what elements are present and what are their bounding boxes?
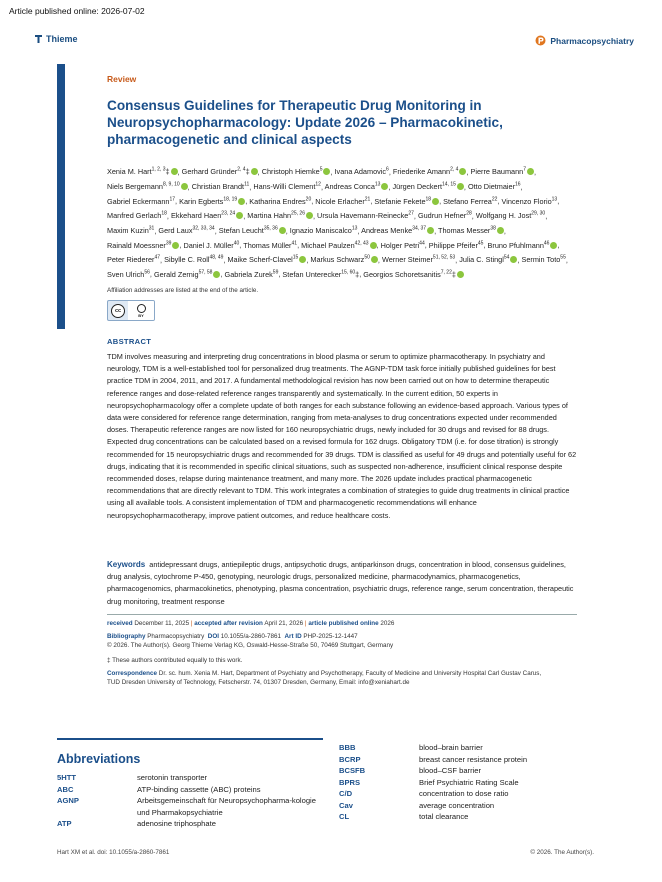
footer-citation: Hart XM et al. doi: 10.1055/a-2860-7861 (57, 849, 170, 856)
author-entry (488, 241, 558, 250)
abstract-heading: ABSTRACT (107, 337, 152, 346)
affiliation-number: 51, 52, 53 (432, 254, 456, 261)
author-name: Thomas Müller (243, 240, 292, 250)
author-entry (470, 167, 534, 176)
orcid-icon[interactable] (306, 212, 313, 219)
cc-icon: cc (111, 304, 125, 318)
affiliation-number: 50 (364, 254, 370, 261)
author-entry (382, 255, 455, 264)
keywords-label: Keywords (107, 560, 146, 569)
author-entry (459, 255, 517, 264)
orcid-icon[interactable] (459, 168, 466, 175)
author-name: Ignazio Maniscalco (289, 225, 352, 235)
abbreviation-term: BCRP (339, 754, 361, 764)
abbreviations-right-column (339, 742, 599, 823)
author-name: Thomas Messer (438, 225, 491, 235)
author-name: Vincenzo Florio (501, 196, 552, 206)
author-name: Gudrun Hefner (417, 211, 467, 221)
abbreviation-row (339, 765, 599, 777)
author-entry (225, 270, 279, 279)
affiliation-number: 18 (425, 196, 432, 203)
abbreviation-term: 5HTT (57, 773, 76, 782)
attribution-person-icon (137, 304, 146, 313)
abbreviation-term: CL (339, 812, 350, 821)
orcid-icon[interactable] (236, 212, 243, 219)
author-entry (164, 255, 223, 264)
author-name: Niels Bergemann (107, 182, 163, 192)
author-entry (282, 270, 359, 279)
author-entry (158, 226, 214, 235)
keywords (107, 559, 577, 608)
author-name: Daniel J. Müller (183, 240, 234, 250)
abbreviation-definition: Brief Psychiatric Rating Scale (419, 777, 519, 787)
abbreviation-term: ABC (57, 784, 74, 794)
orcid-icon[interactable] (550, 242, 557, 249)
author-entry (476, 211, 545, 220)
article-title: Consensus Guidelines for Therapeutic Drug Monitoring in Neuropsychopharmacology: Update 2026 – Pharmacokinetic, pharmacogenetic and clinical aspects (107, 98, 503, 147)
affiliation-number: 16 (515, 181, 521, 188)
affiliation-number: 2, 4 (237, 167, 246, 173)
orcid-icon[interactable] (181, 183, 188, 190)
orcid-icon[interactable] (371, 256, 378, 263)
abbreviation-row (57, 818, 323, 830)
title-accent-bar (57, 64, 65, 329)
affiliation-number: 15, 60 (341, 269, 356, 276)
author-name: Martina Hahn (247, 211, 292, 221)
author-name: Sermin Toto (521, 255, 561, 265)
affiliation-number: 54 (503, 254, 510, 261)
affiliation-number: 39 (165, 240, 172, 247)
author-list: Xenia M. Hart$^{1, 2, 3}$‡ , Gerhard Gründer$^{2, 4}$‡ , Christoph Hiemke$^5$ , Ivana Adamovic$^6$, Friederike Amann$^{2, 4}$ , Pierre Baumann$^7$ , Niels Bergemann$^{8, 9, 10}$ , Christian Brandt$^{11}$, Hans-Willi Clement$^{12}$, Andreas Conca$^{13}$ , Jürgen Deckert$^{14, 15}$ , Otto Dietmaier$^{16}$, Gabriel Eckermann$^{17}$, Karin Egberts$^{18, 19}$ , Katharina Endres$^{20}$, Nicole Erlacher$^{21}$, Stefanie Fekete$^{18}$ , Stefano Ferrea$^{22}$, Vincenzo Florio$^{13}$, Manfred Gerlach$^{18}$, Ekkehard Haen$^{23, 24}$ , Martina Hahn$^{25, 26}$ , Ursula Havemann-Reinecke$^{27}$, Gudrun Hefner$^{28}$, Wolfgang H. Jost$^{29, 30}$, Maxim Kuzin$^{31}$, Gerd Laux$^{32, 33, 34}$, Stefan Leucht$^{35, 36}$ , Ignazio Maniscalco$^{13}$, Andreas Menke$^{34, 37}$ , Thomas Messer$^{38}$ , Rainald Moessner$^{39}$ , Daniel J. Müller$^{40}$, Thomas Müller$^{41}$, Michael Paulzen$^{42, 43}$ , Holger Petri$^{44}$, Philippe Pfeifer$^{45}$, Bruno Pfuhlmann$^{46}$ , Peter Riederer$^{47}$, Sibylle C. Roll$^{48, 49}$, Maike Scherf-Clavel$^{15}$ , Markus Schwarz$^{50}$ , Werner Steimer$^{51, 52, 53}$, Julia C. Stingl$^{54}$ , Sermin Toto$^{55}$, Sven Ulrich$^{56}$, Gerald Zernig$^{57, 58}$ , Gabriela Zurek$^{59}$, Stefan Unterecker$^{15, 60}$‡, Georgios Schoretsanitis$^{7, 22}$‡ (107, 167, 568, 279)
publication-banner: Article published online: 2026-07-02 (9, 6, 145, 16)
affiliation-number: 11 (244, 181, 250, 188)
affiliation-number: 45 (477, 240, 484, 247)
footer-copyright: © 2026. The Author(s). (530, 849, 594, 856)
author-name: Gerd Laux (158, 225, 193, 235)
abbreviation-row (339, 788, 599, 800)
affiliation-number: 28 (466, 210, 472, 217)
author-name: Gabriela Zurek (224, 269, 273, 279)
orcid-icon[interactable] (279, 227, 286, 234)
affiliation-number: 2, 4 (450, 167, 459, 173)
abbreviation-term: C/D (339, 789, 353, 798)
author-entry (521, 255, 565, 264)
abbreviation-definition: breast cancer resistance protein (419, 754, 528, 764)
author-name: Sibylle C. Roll (164, 255, 210, 265)
affiliation-number: 44 (419, 240, 425, 247)
affiliation-note: Affiliation addresses are listed at the end of the article. (107, 287, 259, 294)
affiliation-number: 1, 2, 3 (151, 167, 166, 173)
author-name: Maike Scherf-Clavel (227, 255, 293, 265)
orcid-icon[interactable] (172, 242, 179, 249)
author-entry (290, 226, 358, 235)
abbreviation-definition: ATP-binding cassette (ABC) proteins (137, 784, 261, 794)
abbreviation-term: AGNP (57, 796, 79, 805)
author-name: Friederike Amann (392, 167, 451, 177)
affiliation-number: 13 (351, 225, 358, 232)
abbreviation-definition: serotonin transporter (137, 773, 208, 782)
author-entry (154, 270, 221, 279)
author-name: Jürgen Deckert (392, 182, 443, 192)
equal-contribution-note: ‡ These authors contributed equally to this work. (107, 657, 243, 664)
author-entry (361, 226, 434, 235)
author-entry (438, 226, 504, 235)
author-entry (249, 197, 311, 206)
affiliation-number: 32, 33, 34 (192, 225, 215, 232)
author-entry (227, 255, 306, 264)
author-entry (429, 241, 484, 250)
author-entry (107, 241, 179, 250)
affiliation-number: 8, 9, 10 (162, 181, 180, 188)
orcid-icon[interactable] (457, 183, 464, 190)
cc-by-license-badge[interactable] (107, 300, 155, 321)
author-entry (171, 211, 243, 220)
abbreviation-definition: blood–brain barrier (419, 743, 483, 752)
orcid-icon[interactable] (171, 168, 178, 175)
author-entry (315, 197, 370, 206)
abbreviation-row (57, 784, 323, 796)
affiliation-number: 18 (161, 210, 167, 217)
abbreviation-term: Cav (339, 800, 353, 810)
orcid-icon[interactable] (497, 227, 504, 234)
author-name: Werner Steimer (381, 255, 433, 265)
abstract-body: TDM involves measuring and interpreting drug concentrations in blood plasma or serum to optimize pharmacotherapy. In psychiatry and neurology, TDM is a well-established tool for personalized drug treatments. The AGNP-TDM task force initially published guidelines for best practice TDM in 2004, 2011, and 2017. A fundamental methodological revision has now been carried out on how to determine therapeutic reference ranges and dose-related reference ranges transparently and systematically. In the current edition, 50 experts in neuropsychopharmacology offer a complete update of both ranges for each substance following an evidence-based approach. Various types of data were considered for reference range determination, ranging from meta-analyses to drug concentrations expected under recommended doses. Therapeutic reference ranges are now listed for 160 neuropsychiatric drugs, newly included for 30 drugs and revised for 88 drugs. Expected drug concentrations can be calculated based on a revised formula for 162 drugs. Obligatory TDM (i.e. for dose titration) is strongly recommended for 15 neuropsychiatric drugs and recommended for 39 drugs. TDM is classified as useful for 49 drugs and potentially useful for 62 drugs, indicating that it is recommended in specific clinical situations, such as suspected non-adherence, insufficient clinical response despite recommended doses, relapse during maintenance treatment, and many more. The 2026 update includes practical pharmacogenetic recommendations that are directly relevant to TDM. This work integrates a combination of strategies to guide drug treatments in clinical practice using all available tools. A consistent implementation of TDM and pharmacogenetic recommendations will enhance neuropsychopharmacotherapy, improve patient outcomes, and reduce healthcare costs. (107, 352, 577, 520)
affiliation-number: 22 (491, 196, 498, 203)
journal-logo[interactable] (535, 35, 634, 46)
abbreviations-left-column (57, 772, 323, 830)
author-entry (107, 197, 175, 206)
orcid-icon[interactable] (432, 198, 439, 205)
author-name: Bruno Pfuhlmann (487, 240, 544, 250)
author-entry (468, 182, 521, 191)
orcid-icon[interactable] (323, 168, 330, 175)
author-entry (381, 241, 425, 250)
abbreviations-rule (57, 738, 323, 740)
author-entry (247, 211, 313, 220)
keywords-list: antidepressant drugs, antiepileptic drugs, antipsychotic drugs, antiparkinson drugs, concentration in blood, consensus guidelines, drug analysis, cytochrome P-450, genotyping, neurologic drugs, personalized medicine, pharmacodynamics, pharmacogenetics, pharmacogenomics, pharmacokinetics, phenotyping, plasma concentration, psychiatric drugs, reference range, serum concentration, therapeutic drug monitoring, treatment response (107, 560, 574, 606)
affiliation-number: 6 (386, 167, 389, 173)
article-type: Review (107, 74, 137, 84)
affiliation-number: 7, 22 (440, 269, 452, 276)
affiliation-number: 42, 43 (354, 240, 369, 247)
abbreviation-definition: Arbeitsgemeinschaft für Neuropsychopharma-kologie und Pharmakopsychiatrie (137, 796, 316, 817)
affiliation-number: 7 (523, 167, 526, 173)
affiliation-number: 21 (364, 196, 371, 203)
affiliation-number: 13 (374, 181, 381, 188)
author-entry (107, 270, 150, 279)
author-entry (443, 197, 497, 206)
affiliation-number: 15 (292, 254, 299, 261)
author-entry (374, 197, 439, 206)
abbreviation-definition: average concentration (419, 800, 495, 810)
author-entry (363, 270, 464, 279)
orcid-icon[interactable] (427, 227, 434, 234)
publisher-name: Thieme (46, 34, 78, 44)
author-entry (393, 182, 464, 191)
author-name: Sven Ulrich (107, 269, 145, 279)
affiliation-number: 59 (272, 269, 279, 276)
orcid-icon[interactable] (238, 198, 245, 205)
orcid-icon[interactable] (457, 271, 464, 278)
affiliation-number: 20 (305, 196, 312, 203)
affiliation-number: 17 (169, 196, 176, 203)
author-name: Pierre Baumann (470, 167, 524, 177)
abbreviation-row (339, 754, 599, 766)
author-name: Christoph Hiemke (261, 167, 320, 177)
orcid-icon[interactable] (370, 242, 377, 249)
publisher-logo[interactable] (34, 34, 78, 44)
orcid-icon[interactable] (510, 256, 517, 263)
author-name: Manfred Gerlach (107, 211, 162, 221)
abbreviation-row (339, 811, 599, 823)
affiliation-number: 14, 15 (442, 181, 456, 188)
abbreviation-row (57, 795, 323, 818)
doi-link[interactable]: 10.1055/a-2860-7861 (220, 633, 281, 640)
thieme-logo-icon (34, 34, 43, 44)
author-name: Hans-Willi Clement (253, 182, 316, 192)
affiliation-number: 5 (319, 167, 323, 173)
author-name: Katharina Endres (249, 196, 306, 206)
author-name: Karin Egberts (179, 196, 224, 206)
author-name: Christian Brandt (191, 182, 245, 192)
author-name: Andreas Menke (361, 225, 413, 235)
correspondence: Correspondence Dr. sc. hum. Xenia M. Hart, Department of Psychiatry and Psychotherapy, Faculty of Medicine and University Hospital Carl Gustav Carus, TUD Dresden University of Technology, Fetscherstr. 74, 01307 Dresden, Germany, Email: info@xeniahart.de (107, 670, 542, 686)
author-name: Philippe Pfeifer (428, 240, 478, 250)
author-name: Maxim Kuzin (107, 225, 149, 235)
orcid-icon[interactable] (251, 168, 258, 175)
affiliation-number: 18, 19 (223, 196, 238, 203)
abbreviation-definition: blood–CSF barrier (419, 766, 482, 775)
author-name: Holger Petri (380, 240, 420, 250)
author-entry (107, 182, 188, 191)
affiliation-number: 55 (560, 254, 566, 261)
abbreviation-definition: adenosine triphosphate (137, 819, 216, 828)
abbreviation-term: BPRS (339, 777, 361, 787)
author-entry (501, 197, 557, 206)
affiliation-number: 31 (148, 225, 155, 232)
author-name: Georgios Schoretsanitis (363, 269, 441, 279)
author-entry (301, 241, 376, 250)
affiliation-number: 47 (154, 254, 161, 261)
author-entry (107, 211, 167, 220)
abbreviation-definition: concentration to dose ratio (419, 789, 509, 798)
affiliation-number: 35, 36 (263, 225, 278, 232)
affiliation-number: 41 (291, 240, 298, 247)
orcid-icon[interactable] (381, 183, 388, 190)
author-entry (253, 182, 321, 191)
author-name: Stefanie Fekete (374, 196, 426, 206)
author-name: Michael Paulzen (301, 240, 355, 250)
author-name: Stefan Unterecker (282, 269, 342, 279)
author-name: Nicole Erlacher (315, 196, 365, 206)
author-name: Ursula Havemann-Reinecke (317, 211, 409, 221)
abbreviation-term: ATP (57, 819, 72, 828)
author-name: Markus Schwarz (310, 255, 365, 265)
affiliation-number: 40 (233, 240, 240, 247)
author-entry (192, 182, 250, 191)
affiliation-number: 34, 37 (412, 225, 427, 232)
author-entry (182, 167, 258, 176)
affiliation-number: 56 (144, 269, 150, 276)
affiliation-number: 23, 24 (221, 210, 236, 217)
author-entry (325, 182, 389, 191)
author-entry (335, 167, 389, 176)
author-entry (393, 167, 467, 176)
affiliation-number: 12 (315, 181, 321, 188)
affiliation-number: 46 (543, 240, 550, 247)
article-dates: received December 11, 2025 | accepted after revision April 21, 2026 | article published online 2026 (107, 620, 395, 627)
affiliation-number: 25, 26 (291, 210, 305, 217)
author-entry (179, 197, 245, 206)
author-name: Gerhard Gründer (181, 167, 238, 177)
cc-by-label: BY (138, 312, 144, 318)
author-name: Xenia M. Hart (107, 167, 152, 177)
abbreviation-row (339, 777, 599, 789)
journal-logo-icon (535, 35, 546, 46)
abbreviation-term: BCSFB (339, 766, 366, 775)
orcid-icon[interactable] (299, 256, 306, 263)
author-entry (107, 167, 178, 176)
author-entry (107, 226, 154, 235)
affiliation-number: 29, 30 (531, 210, 546, 217)
journal-name: Pharmacopsychiatry (550, 35, 634, 46)
author-entry (310, 255, 378, 264)
author-entry (183, 241, 239, 250)
equal-contribution-mark: ‡ (355, 269, 360, 279)
author-name: Ivana Adamovic (334, 167, 387, 177)
abbreviations-heading: Abbreviations (57, 752, 141, 766)
author-entry (262, 167, 331, 176)
abbreviation-row (339, 742, 599, 754)
author-name: Otto Dietmaier (467, 182, 516, 192)
affiliation-number: 48, 49 (209, 254, 224, 261)
equal-contribution-mark: ‡ (165, 167, 170, 177)
author-name: Andreas Conca (324, 182, 375, 192)
author-entry (219, 226, 286, 235)
author-name: Ekkehard Haen (170, 211, 222, 221)
abbreviation-row (57, 772, 323, 784)
affiliation-number: 57, 58 (198, 269, 213, 276)
equal-contribution-mark: ‡ (451, 269, 456, 279)
author-name: Gerald Zernig (153, 269, 199, 279)
bibliography: Bibliography Pharmacopsychiatry DOI 10.1055/a-2860-7861 Art ID PHP-2025-12-1447 © 2026. The Author(s). Georg Thieme Verlag KG, Oswald-Hesse-Straße 50, 70469 Stuttgart, Germany (107, 633, 394, 649)
author-name: Stefan Leucht (218, 225, 264, 235)
author-name: Peter Riederer (107, 255, 155, 265)
divider (107, 614, 577, 615)
affiliation-number: 38 (490, 225, 496, 232)
affiliation-number: 27 (408, 210, 414, 217)
author-name: Wolfgang H. Jost (475, 211, 532, 221)
abbreviation-term: BBB (339, 743, 356, 752)
author-entry (317, 211, 414, 220)
equal-contribution-mark: ‡ (245, 167, 250, 177)
author-name: Gabriel Eckermann (107, 196, 170, 206)
author-entry (107, 255, 160, 264)
orcid-icon[interactable] (213, 271, 220, 278)
author-name: Julia C. Stingl (459, 255, 504, 265)
abbreviation-definition: total clearance (419, 812, 469, 821)
orcid-icon[interactable] (527, 168, 534, 175)
author-entry (418, 211, 472, 220)
author-name: Stefano Ferrea (443, 196, 492, 206)
author-name: Rainald Moessner (107, 240, 166, 250)
affiliation-number: 13 (551, 196, 558, 203)
abbreviation-row (339, 800, 599, 812)
author-entry (243, 241, 297, 250)
